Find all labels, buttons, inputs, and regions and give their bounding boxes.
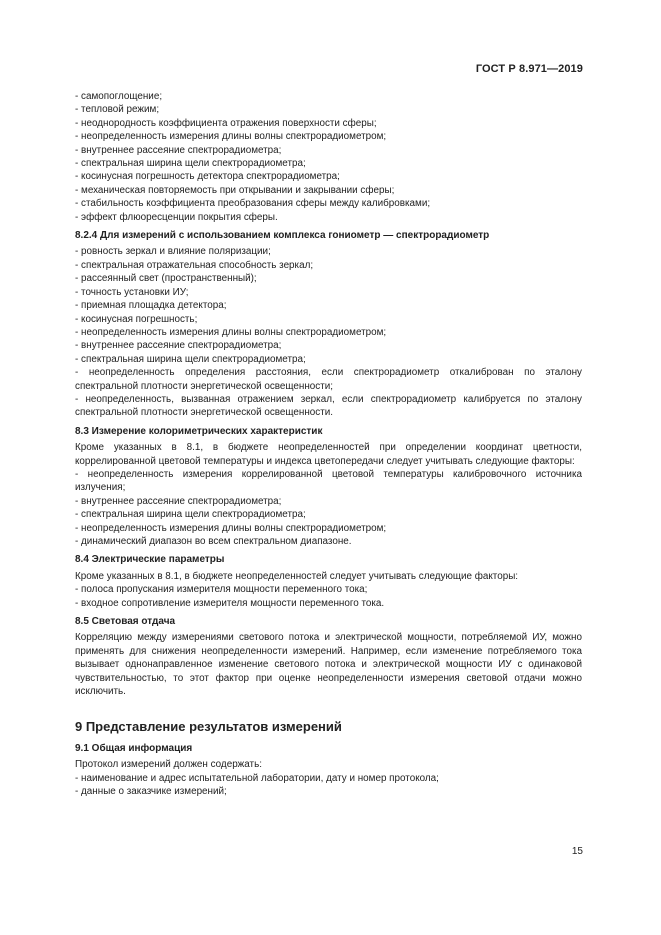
list-item: - данные о заказчике измерений; — [75, 785, 582, 798]
list-item: - неопределенность измерения коррелированной цветовой температуры калибровочного источника излучения; — [75, 468, 582, 495]
section-heading-9-1: 9.1 Общая информация — [75, 742, 193, 754]
list-item: - спектральная отражательная способность зеркал; — [75, 259, 582, 272]
list-item: - внутреннее рассеяние спектрорадиометра; — [75, 339, 582, 352]
section-8-3-intro: Кроме указанных в 8.1, в бюджете неопределенностей при определении координат цветности, коррелированной цветовой температуры и индекса цветопередачи следует учитывать следующие факторы: — [75, 442, 582, 467]
list-item: - рассеянный свет (пространственный); — [75, 272, 582, 285]
section-9-1-intro: Протокол измерений должен содержать: — [75, 759, 262, 771]
list-item: - спектральная ширина щели спектрорадиометра; — [75, 157, 582, 170]
list-item: - точность установки ИУ; — [75, 286, 582, 299]
list-item: - полоса пропускания измерителя мощности переменного тока; — [75, 583, 582, 596]
list-item: - приемная площадка детектора; — [75, 299, 582, 312]
list-item: - динамический диапазон во всем спектральном диапазоне. — [75, 535, 582, 548]
list-item: - внутреннее рассеяние спектрорадиометра; — [75, 144, 582, 157]
factor-list-electrical — [75, 583, 582, 610]
list-item: - неопределенность, вызванная отражением зеркал, если спектрорадиометр калибруется по эталону спектральной плотности энергетической освещенности. — [75, 393, 582, 420]
list-item: - самопоглощение; — [75, 90, 582, 103]
list-item: - неопределенность определения расстояния, если спектрорадиометр откалиброван по эталону спектральной плотности энергетической освещенности; — [75, 366, 582, 393]
section-8-4-intro: Кроме указанных в 8.1, в бюджете неопределенностей следует учитывать следующие факторы: — [75, 570, 519, 582]
section-heading-8-3: 8.3 Измерение колориметрических характеристик — [75, 425, 323, 437]
section-heading-8-4: 8.4 Электрические параметры — [75, 554, 225, 566]
list-item: - спектральная ширина щели спектрорадиометра; — [75, 353, 582, 366]
page-content — [75, 90, 582, 799]
section-title-9: 9 Представление результатов измерений — [75, 719, 342, 735]
list-item: - косинусная погрешность детектора спектрорадиометра; — [75, 170, 582, 183]
list-item: - неопределенность измерения длины волны спектрорадиометром; — [75, 130, 582, 143]
page-number: 15 — [571, 846, 583, 857]
list-item: - эффект флюоресценции покрытия сферы. — [75, 211, 582, 224]
factor-list-goniometer — [75, 245, 582, 419]
list-item: - ровность зеркал и влияние поляризации; — [75, 245, 582, 258]
protocol-content-list — [75, 772, 582, 799]
list-item: - косинусная погрешность; — [75, 313, 582, 326]
list-item: - внутреннее рассеяние спектрорадиометра; — [75, 495, 582, 508]
list-item: - входное сопротивление измерителя мощности переменного тока. — [75, 597, 582, 610]
document-number-header: ГОСТ Р 8.971—2019 — [475, 63, 583, 75]
list-item: - спектральная ширина щели спектрорадиометра; — [75, 508, 582, 521]
list-item: - наименование и адрес испытательной лаборатории, дату и номер протокола; — [75, 772, 582, 785]
section-8-5-text: Корреляцию между измерениями светового потока и электрической мощности, потребляемой ИУ, можно применять для снижения неопределенности измерений. Например, если изменение потребляемого тока вызывает однонаправленное изменение светового потока и электрической мощности ИУ с одинаковой чувствительностью, то этот фактор при оценке неопределенности измерения световой отдачи можно исключить. — [75, 632, 582, 698]
section-heading-8-5: 8.5 Световая отдача — [75, 616, 176, 628]
list-item: - механическая повторяемость при открывании и закрывании сферы; — [75, 184, 582, 197]
list-item: - стабильность коэффициента преобразования сферы между калибровками; — [75, 197, 582, 210]
list-item: - неопределенность измерения длины волны спектрорадиометром; — [75, 522, 582, 535]
factor-list-colorimetric — [75, 468, 582, 548]
list-item: - тепловой режим; — [75, 103, 582, 116]
section-heading-8-2-4: 8.2.4 Для измерений с использованием комплекса гониометр — спектрорадиометр — [75, 230, 490, 242]
list-item: - неопределенность измерения длины волны спектрорадиометром; — [75, 326, 582, 339]
list-item: - неоднородность коэффициента отражения поверхности сферы; — [75, 117, 582, 130]
factor-list-sphere — [75, 90, 582, 224]
